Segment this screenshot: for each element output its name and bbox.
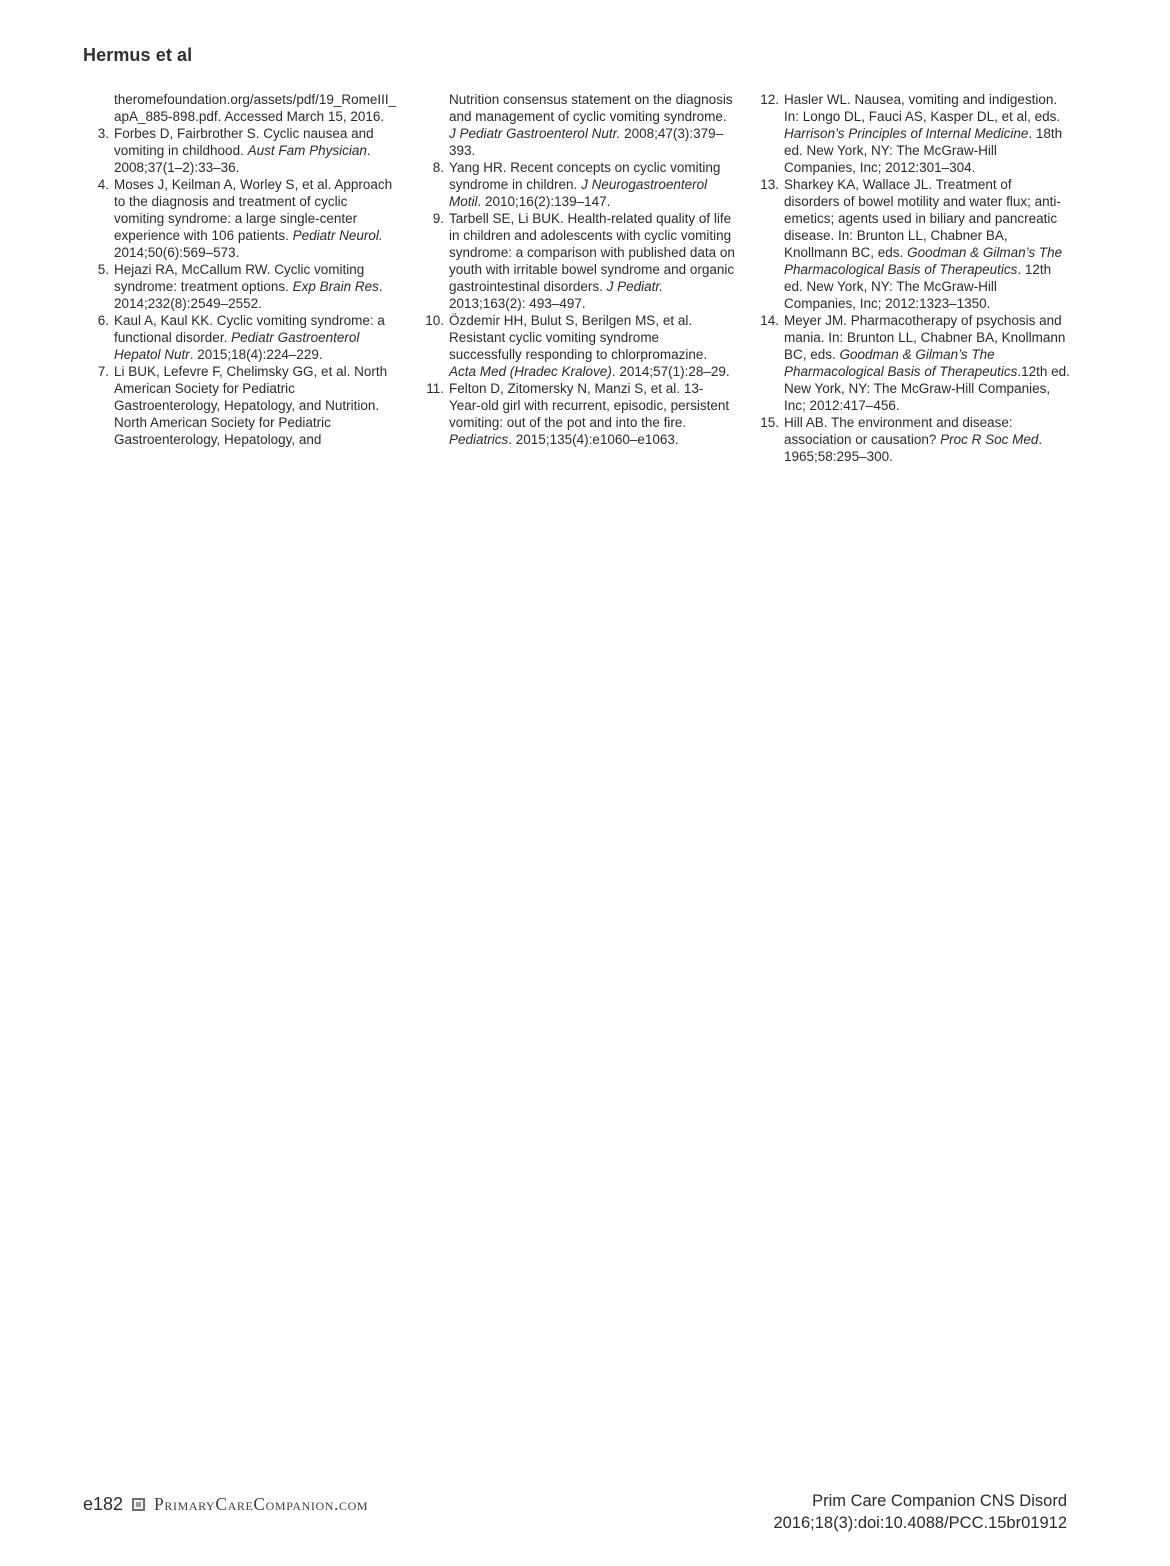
reference-segment: . 2015;135(4):e1060–e1063.: [508, 432, 679, 447]
citation-doi: 2016;18(3):doi:10.4088/PCC.15br01912: [773, 1514, 1067, 1532]
reference-segment: Özdemir HH, Bulut S, Berilgen MS, et al. Resistant cyclic vomiting syndrome successfully responding to chlorpromazine.: [449, 313, 708, 362]
reference-text: [784, 176, 1070, 312]
reference-number: 4.: [97, 177, 109, 192]
reference-number: 11.: [426, 381, 444, 396]
references-section: [88, 91, 1088, 465]
reference-item: [88, 363, 400, 448]
reference-text: [449, 210, 735, 312]
reference-segment: Moses J, Keilman A, Worley S, et al. Approach to the diagnosis and treatment of cyclic vomiting syndrome: a large single-center experience with 106 patients.: [114, 177, 393, 243]
references-column-3: [758, 91, 1070, 465]
reference-segment: Sharkey KA, Wallace JL. Treatment of disorders of bowel motility and water flux; anti-emetics; agents used in biliary and pancreatic disease. In: Brunton LL, Chabner BA, Knollmann BC, eds.: [784, 177, 1061, 260]
reference-segment: Hasler WL. Nausea, vomiting and indigestion. In: Longo DL, Fauci AS, Kasper DL, et al, eds.: [784, 92, 1061, 124]
reference-continuation: [88, 91, 400, 125]
reference-text: [114, 363, 400, 448]
reference-number: 3.: [97, 126, 109, 141]
reference-segment-italic: Harrison’s Principles of Internal Medicine: [784, 126, 1029, 141]
reference-text: [449, 312, 735, 380]
footer-right: [773, 1490, 1067, 1534]
reference-number: 6.: [97, 313, 109, 328]
reference-segment: Li BUK, Lefevre F, Chelimsky GG, et al. North American Society for Pediatric Gastroenterology, Hepatology, and Nutrition. North American Society for Pediatric Gastroenterology, Hepatology, and: [114, 364, 388, 447]
reference-segment: Hill AB. The environment and disease: association or causation?: [784, 415, 1013, 447]
reference-segment: . 2015;18(4):224–229.: [189, 347, 323, 362]
reference-item: [88, 312, 400, 363]
reference-item: [423, 380, 735, 448]
reference-segment-italic: Pediatrics: [449, 432, 509, 447]
reference-item: [423, 210, 735, 312]
reference-segment: Nutrition consensus statement on the diagnosis and management of cyclic vomiting syndrome.: [449, 92, 733, 124]
reference-number: 13.: [760, 177, 779, 192]
reference-segment: . 12th ed. New York, NY: The McGraw-Hill Companies, Inc; 2012:1323–1350.: [784, 262, 1052, 311]
footer-left: [83, 1494, 368, 1515]
reference-item: [88, 176, 400, 261]
reference-number: 12.: [760, 92, 779, 107]
reference-segment-italic: Aust Fam Physician: [247, 143, 367, 158]
reference-item: [758, 91, 1070, 176]
reference-number: 8.: [432, 160, 444, 175]
reference-segment: 2008;47(3):379–393.: [449, 126, 724, 158]
reference-number: 14.: [760, 313, 779, 328]
reference-text: [114, 261, 400, 312]
reference-segment: Hejazi RA, McCallum RW. Cyclic vomiting syndrome: treatment options.: [114, 262, 365, 294]
reference-text: [784, 312, 1070, 414]
references-column-1: [88, 91, 400, 448]
reference-text: [114, 91, 400, 125]
journal-website: PrimaryCareCompanion.com: [154, 1494, 369, 1514]
reference-item: [758, 312, 1070, 414]
reference-segment: Yang HR. Recent concepts on cyclic vomiting syndrome in children.: [449, 160, 721, 192]
reference-item: [758, 414, 1070, 465]
reference-segment: .12th ed. New York, NY: The McGraw-Hill Companies, Inc; 2012:417–456.: [784, 364, 1070, 413]
reference-segment-italic: Pediatr Gastroenterol Hepatol Nutr: [114, 330, 360, 362]
reference-segment: 2013;163(2): 493–497.: [449, 296, 586, 311]
reference-segment-italic: J Pediatr.: [606, 279, 664, 294]
reference-number: 7.: [97, 364, 109, 379]
reference-segment: . 2014;57(1):28–29.: [611, 364, 730, 379]
running-head: Hermus et al: [83, 45, 193, 65]
reference-segment: . 2014;232(8):2549–2552.: [114, 279, 383, 311]
reference-segment-italic: J Neurogastroenterol Motil: [449, 177, 708, 209]
reference-segment: . 18th ed. New York, NY: The McGraw-Hill Companies, Inc; 2012:301–304.: [784, 126, 1063, 175]
journal-logo-icon: [132, 1498, 145, 1511]
reference-text: [449, 159, 735, 210]
reference-text: [449, 91, 735, 159]
reference-text: [784, 91, 1070, 176]
reference-number: 10.: [425, 313, 444, 328]
reference-item: [758, 176, 1070, 312]
reference-item: [88, 125, 400, 176]
reference-text: [784, 414, 1070, 465]
reference-segment: Kaul A, Kaul KK. Cyclic vomiting syndrome: a functional disorder.: [114, 313, 385, 345]
reference-segment-italic: Goodman & Gilman’s The Pharmacological Basis of Therapeutics: [784, 347, 1018, 379]
journal-name: Prim Care Companion CNS Disord: [812, 1492, 1067, 1510]
reference-continuation: [423, 91, 735, 159]
reference-item: [88, 261, 400, 312]
reference-number: 15.: [760, 415, 779, 430]
reference-number: 9.: [432, 211, 444, 226]
reference-segment-italic: Acta Med (Hradec Kralove): [449, 364, 612, 379]
reference-text: [449, 380, 735, 448]
page-number: e182: [83, 1494, 124, 1514]
reference-segment-italic: Proc R Soc Med: [940, 432, 1039, 447]
reference-number: 5.: [97, 262, 109, 277]
reference-text: [114, 125, 400, 176]
reference-item: [423, 159, 735, 210]
reference-segment: 2014;50(6):569–573.: [114, 245, 240, 260]
reference-segment: . 1965;58:295–300.: [784, 432, 1043, 464]
reference-segment: theromefoundation.org/assets/pdf/19_RomeIII_apA_885-898.pdf. Accessed March 15, 2016.: [114, 92, 397, 124]
reference-segment: Felton D, Zitomersky N, Manzi S, et al. 13-Year-old girl with recurrent, episodic, persistent vomiting: out of the pot and into the fire.: [449, 381, 730, 430]
references-column-2: [423, 91, 735, 448]
reference-segment: Tarbell SE, Li BUK. Health-related quality of life in children and adolescents with cyclic vomiting syndrome: a comparison with published data on youth with irritable bowel syndrome and organic gastrointestinal disorders.: [449, 211, 735, 294]
reference-text: [114, 312, 400, 363]
reference-segment: . 2008;37(1–2):33–36.: [114, 143, 371, 175]
reference-segment-italic: Pediatr Neurol.: [292, 228, 383, 243]
reference-segment-italic: Exp Brain Res: [292, 279, 379, 294]
reference-segment: Forbes D, Fairbrother S. Cyclic nausea and vomiting in childhood.: [114, 126, 374, 158]
journal-logo-inner-square: [136, 1502, 141, 1507]
reference-segment-italic: Goodman & Gilman’s The Pharmacological Basis of Therapeutics: [784, 245, 1063, 277]
reference-segment: . 2010;16(2):139–147.: [477, 194, 611, 209]
reference-segment-italic: J Pediatr Gastroenterol Nutr.: [449, 126, 621, 141]
reference-segment: Meyer JM. Pharmacotherapy of psychosis and mania. In: Brunton LL, Chabner BA, Knollmann BC, eds.: [784, 313, 1066, 362]
reference-text: [114, 176, 400, 261]
reference-item: [423, 312, 735, 380]
